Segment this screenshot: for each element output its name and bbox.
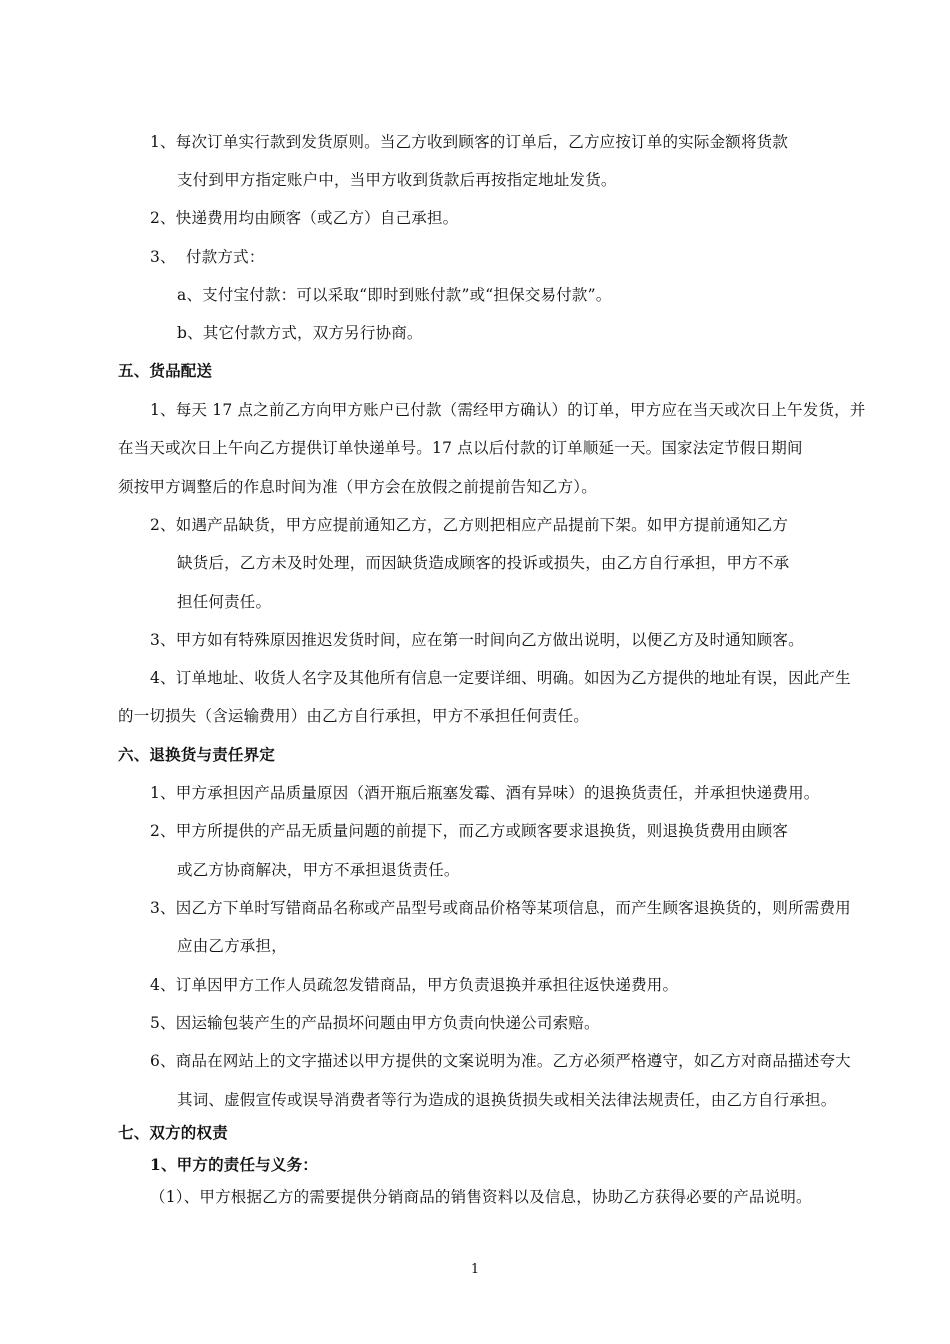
- clause-text: 2、甲方所提供的产品无质量问题的前提下，而乙方或顾客要求退换货，则退换货费用由顾客: [150, 822, 789, 840]
- section-heading: 七、双方的权责: [118, 1123, 228, 1142]
- clause-text: 1、每天 17 点之前乙方向甲方账户已付款（需经甲方确认）的订单，甲方应在当天或次日上午发货，并: [150, 401, 866, 419]
- clause-text: 1、甲方承担因产品质量原因（酒开瓶后瓶塞发霉、酒有异味）的退换货责任，并承担快递费用。: [150, 784, 820, 802]
- clause-text: 6、商品在网站上的文字描述以甲方提供的文案说明为准。乙方必须严格遵守，如乙方对商品描述夸大: [150, 1052, 851, 1070]
- clause-text: 2、快递费用均由顾客（或乙方）自己承担。: [150, 209, 459, 227]
- section-heading: 六、退换货与责任界定: [118, 745, 276, 764]
- clause-text: 4、订单地址、收货人名字及其他所有信息一定要详细、明确。如因为乙方提供的地址有误，因此产生: [150, 669, 851, 687]
- clause-text: 在当天或次日上午向乙方提供订单快递单号。17 点以后付款的订单顺延一天。国家法定节假日期间: [118, 439, 803, 457]
- clause-text: 1、每次订单实行款到发货原则。当乙方收到顾客的订单后，乙方应按订单的实际金额将货款: [150, 133, 789, 151]
- clause-text: 担任何责任。: [177, 593, 272, 611]
- clause-text: 或乙方协商解决，甲方不承担退货责任。: [177, 861, 460, 879]
- clause-text: 的一切损失（含运输费用）由乙方自行承担，甲方不承担任何责任。: [118, 707, 590, 725]
- section-heading: 五、货品配送: [118, 361, 213, 380]
- clause-text: 3、 付款方式：: [150, 248, 265, 266]
- clause-text: 其词、虚假宣传或误导消费者等行为造成的退换货损失或相关法律法规责任，由乙方自行承担。: [177, 1091, 837, 1109]
- subsection-heading: 1、甲方的责任与义务：: [150, 1155, 318, 1174]
- clause-text: 缺货后，乙方未及时处理，而因缺货造成顾客的投诉或损失，由乙方自行承担，甲方不承: [177, 554, 790, 572]
- clause-text: 3、因乙方下单时写错商品名称或产品型号或商品价格等某项信息，而产生顾客退换货的，则所需费用: [150, 899, 851, 917]
- clause-text: 4、订单因甲方工作人员疏忽发错商品，甲方负责退换并承担往返快递费用。: [150, 976, 679, 994]
- clause-text: 2、如遇产品缺货，甲方应提前通知乙方，乙方则把相应产品提前下架。如甲方提前通知乙方: [150, 516, 789, 534]
- clause-text: 支付到甲方指定账户中，当甲方收到货款后再按指定地址发货。: [177, 171, 617, 189]
- clause-text: 应由乙方承担，: [177, 937, 287, 955]
- clause-text: 须按甲方调整后的作息时间为准（甲方会在放假之前提前告知乙方）。: [118, 478, 597, 496]
- clause-text: b、其它付款方式，双方另行协商。: [177, 324, 423, 342]
- page-number: 1: [470, 1262, 480, 1277]
- clause-text: a、支付宝付款：可以采取“即时到账付款”或“担保交易付款”。: [177, 286, 612, 304]
- clause-text: 5、因运输包装产生的产品损坏问题由甲方负责向快递公司索赔。: [150, 1014, 600, 1032]
- clause-text: （1）、甲方根据乙方的需要提供分销商品的销售资料以及信息，协助乙方获得必要的产品说明。: [150, 1188, 812, 1206]
- clause-text: 3、甲方如有特殊原因推迟发货时间，应在第一时间向乙方做出说明，以便乙方及时通知顾客。: [150, 631, 804, 649]
